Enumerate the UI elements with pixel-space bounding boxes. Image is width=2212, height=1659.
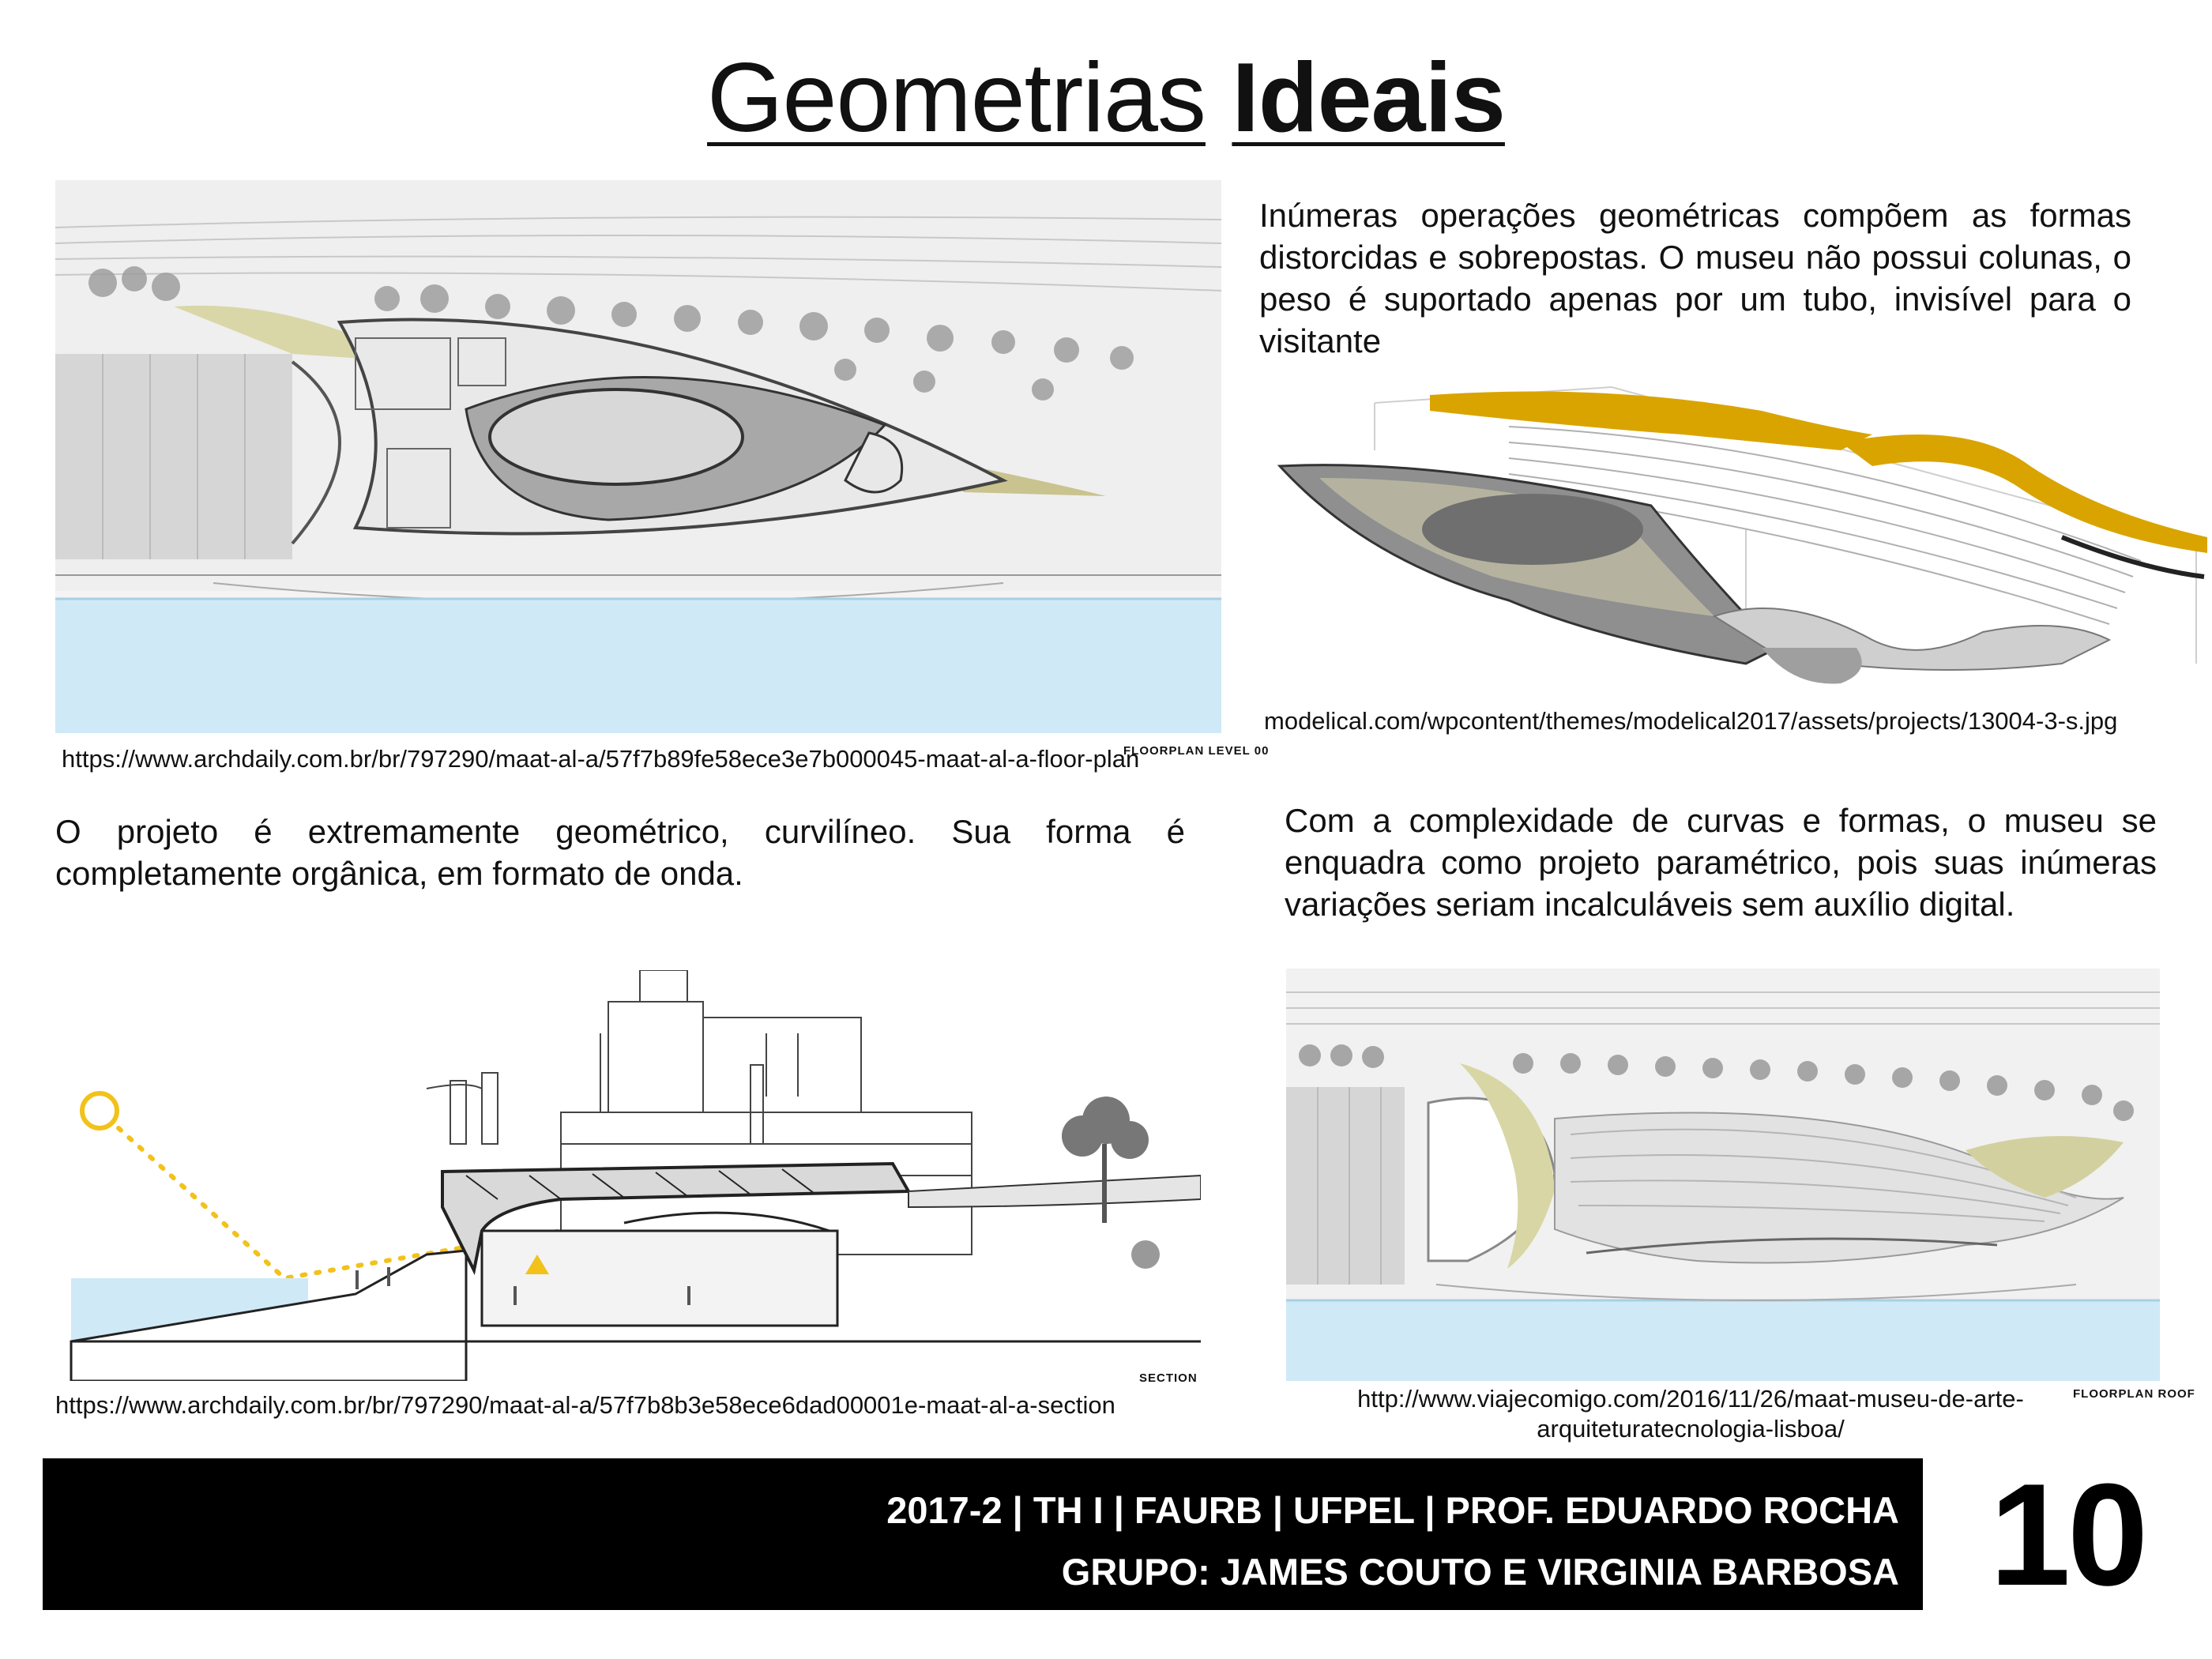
footer-group-line: GRUPO: JAMES COUTO E VIRGINIA BARBOSA xyxy=(1061,1551,1899,1593)
section-label: SECTION xyxy=(1139,1371,1198,1385)
paragraph-mid-left: O projeto é extremamente geométrico, curvilíneo. Sua forma é completamente orgânica, em formato de onda. xyxy=(55,813,1185,892)
page-number: 10 xyxy=(1989,1453,2146,1616)
floor-plan-image xyxy=(55,180,1221,733)
section-image xyxy=(55,970,1201,1381)
paragraph-mid-right: Com a complexidade de curvas e formas, o museu se enquadra como projeto paramétrico, pois suas inúmeras variações seriam incalculáveis sem auxílio digital. xyxy=(1285,802,2157,923)
floor-plan-caption: https://www.archdaily.com.br/br/797290/maat-al-a/57f7b89fe58ece3e7b000045-maat-al-a-floor-plan xyxy=(62,745,1140,773)
roof-plan-caption xyxy=(1296,1384,2086,1444)
footer-course-line: 2017-2 | TH I | FAURB | UFPEL | PROF. EDUARDO ROCHA xyxy=(886,1489,1899,1531)
page-title xyxy=(0,43,2212,152)
roof-plan-image xyxy=(1286,969,2160,1381)
floorplan-roof-label: FLOORPLAN ROOF xyxy=(2073,1387,2195,1401)
footer-bar xyxy=(43,1458,1923,1610)
floorplan-level-label: FLOORPLAN LEVEL 00 xyxy=(1123,744,1270,758)
roof-plan-caption-line2: arquiteturatecnologia-lisboa/ xyxy=(1537,1415,1845,1443)
title-bold: Ideais xyxy=(1232,43,1505,152)
roof-plan-caption-line1: http://www.viajecomigo.com/2016/11/26/maat-museu-de-arte- xyxy=(1357,1385,2024,1413)
paragraph-top-right: Inúmeras operações geométricas compõem as formas distorcidas e sobrepostas. O museu não possui colunas, o peso é suportado apenas por um tubo, invisível para o visitante xyxy=(1259,197,2131,359)
model-image xyxy=(1272,379,2207,689)
model-caption: modelical.com/wpcontent/themes/modelical2017/assets/projects/13004-3-s.jpg xyxy=(1264,707,2118,735)
title-regular: Geometrias xyxy=(707,43,1206,152)
section-caption: https://www.archdaily.com.br/br/797290/maat-al-a/57f7b8b3e58ece6dad00001e-maat-al-a-section xyxy=(55,1391,1115,1419)
